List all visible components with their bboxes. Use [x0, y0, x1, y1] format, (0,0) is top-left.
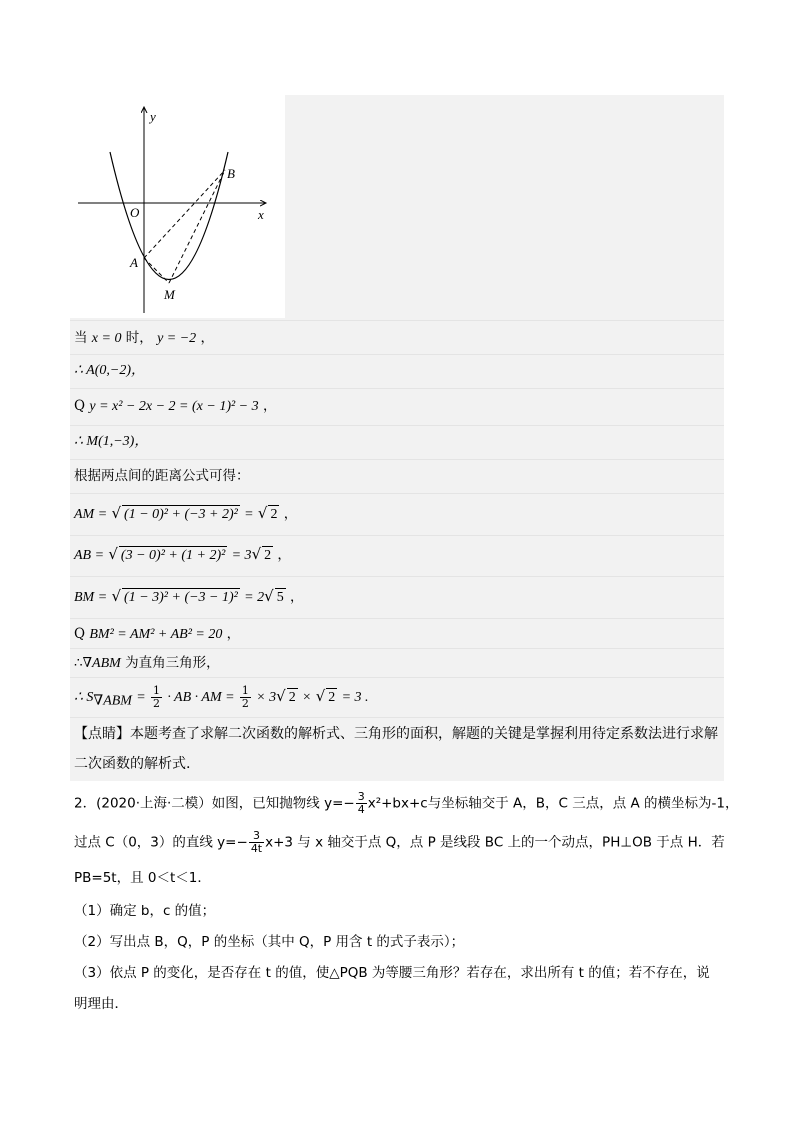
row-divider	[70, 648, 724, 649]
text: ∴∇	[74, 655, 93, 671]
math: ×	[301, 690, 312, 705]
numerator: 1	[153, 684, 161, 697]
row-divider	[70, 425, 724, 426]
solution-line-area	[74, 685, 369, 711]
radicand: (1 − 3)² + (−3 − 1)²	[124, 590, 238, 605]
solution-line-2: ∴ A(0,−2)，	[74, 363, 145, 378]
row-divider	[70, 354, 724, 355]
text: ，	[283, 506, 298, 522]
question-part-3-cont: 明理由．	[74, 996, 128, 1012]
row-divider	[70, 576, 724, 577]
segment-am	[144, 258, 169, 283]
math: · AB · AM =	[167, 690, 235, 705]
solution-line-1	[74, 329, 214, 348]
radicand: 5	[276, 590, 284, 605]
text: Q	[74, 626, 86, 642]
text: 当	[74, 330, 88, 346]
solution-line-am	[74, 504, 297, 524]
solution-line-10	[74, 654, 220, 673]
comment-line-1: 【点睛】本题考查了求解二次函数的解析式、三角形的面积，解题的关键是掌握利用待定系数法进行求解	[74, 726, 718, 742]
label-o: O	[130, 205, 140, 220]
radical-sign: √	[251, 545, 262, 563]
radical-sign: √	[315, 687, 326, 705]
radicand: 2	[328, 690, 336, 705]
segment-bm	[169, 170, 225, 283]
question-part-3: （3）依点 P 的变化，是否存在 t 的值，使△PQB 为等腰三角形？若存在，求出所有 t 的值；若不存在，说	[74, 965, 710, 981]
solution-line-4: ∴ M(1,−3)，	[74, 434, 149, 449]
denominator: 2	[153, 697, 161, 710]
text: ，	[226, 626, 241, 642]
math: BM² = AM² + AB² = 20	[89, 627, 223, 642]
radicand: (1 − 0)² + (−3 + 2)²	[124, 507, 238, 522]
solution-line-5: 根据两点间的距离公式可得：	[74, 468, 250, 484]
radicand: (3 − 0)² + (1 + 2)²	[120, 548, 226, 563]
question-line-1	[74, 791, 739, 816]
question-line-2	[74, 830, 725, 855]
numerator: 3	[249, 830, 264, 843]
text: 为直角三角形，	[125, 655, 220, 671]
radicand: 2	[288, 690, 296, 705]
radical-sign: √	[111, 504, 122, 522]
text: ，	[289, 589, 304, 605]
math: x = 0	[91, 331, 122, 346]
question-part-1: （1）确定 b，c 的值；	[74, 903, 216, 919]
math: ∴ S	[74, 690, 94, 705]
question-part-2: （2）写出点 B，Q，P 的坐标（其中 Q，P 用含 t 的式子表示）；	[74, 934, 465, 950]
row-divider	[70, 320, 724, 321]
text: x+3 与 x 轴交于点 Q，点 P 是线段 BC 上的一个动点，PH⊥OB 于点 H．若	[265, 834, 725, 851]
label-m: M	[164, 287, 175, 302]
label-b: B	[227, 166, 235, 181]
radical-sign: √	[108, 545, 118, 563]
math: AB =	[74, 548, 105, 563]
label-a: A	[130, 255, 138, 270]
comment-line-2: 二次函数的解析式.	[74, 756, 191, 772]
math: = 2	[244, 590, 265, 605]
radical-sign: √	[111, 587, 122, 605]
denominator: 4t	[250, 842, 263, 855]
subscript: ∇ABM	[93, 693, 132, 709]
segment-ab	[144, 170, 225, 258]
radical-sign: √	[264, 587, 274, 605]
row-divider	[70, 535, 724, 536]
fraction	[249, 830, 264, 855]
row-divider	[70, 388, 724, 389]
solution-line-9	[74, 625, 240, 644]
math: =	[244, 507, 254, 522]
math: =	[136, 690, 146, 705]
text: ，	[200, 330, 214, 346]
question-line-3: PB=5t，且 0＜t＜1．	[74, 870, 211, 886]
radical-sign: √	[257, 504, 268, 522]
math: ABM	[92, 656, 121, 671]
math: AM =	[74, 507, 108, 522]
text: Q	[74, 398, 86, 414]
label-x: x	[258, 207, 264, 222]
solution-line-ab	[74, 545, 291, 565]
text: ，	[277, 547, 291, 563]
text: x²+bx+c与坐标轴交于 A，B，C 三点，点 A 的横坐标为-1，	[367, 795, 739, 812]
text: 时，	[125, 330, 153, 346]
row-divider	[70, 618, 724, 619]
math: = 3	[231, 548, 252, 563]
text: ，	[262, 398, 277, 414]
fraction	[151, 685, 162, 710]
math: × 3	[256, 690, 277, 705]
denominator: 4	[357, 803, 365, 816]
numerator: 1	[241, 684, 249, 697]
math: y = −2	[157, 331, 197, 346]
radicand: 2	[270, 507, 278, 522]
text: 过点 C（0，3）的直线 y=−	[74, 834, 248, 851]
solution-line-3	[74, 397, 276, 416]
math: y = x² − 2x − 2 = (x − 1)² − 3	[89, 399, 259, 414]
solution-line-bm	[74, 587, 303, 607]
numerator: 3	[357, 790, 365, 803]
math: BM =	[74, 590, 108, 605]
parabola-figure	[70, 95, 285, 318]
row-divider	[70, 459, 724, 460]
row-divider	[70, 717, 724, 718]
text: 2．(2020·上海·二模）如图，已知抛物线 y=−	[74, 795, 355, 812]
fraction	[240, 685, 251, 710]
parabola-diagram	[70, 95, 285, 318]
parabola-curve	[110, 152, 228, 280]
row-divider	[70, 677, 724, 678]
row-divider	[70, 493, 724, 494]
fraction	[356, 791, 367, 816]
radical-sign: √	[276, 687, 286, 705]
label-y: y	[150, 109, 156, 124]
math: = 3 .	[341, 690, 369, 705]
radicand: 2	[264, 548, 272, 563]
denominator: 2	[241, 697, 249, 710]
solution-block	[70, 95, 724, 781]
